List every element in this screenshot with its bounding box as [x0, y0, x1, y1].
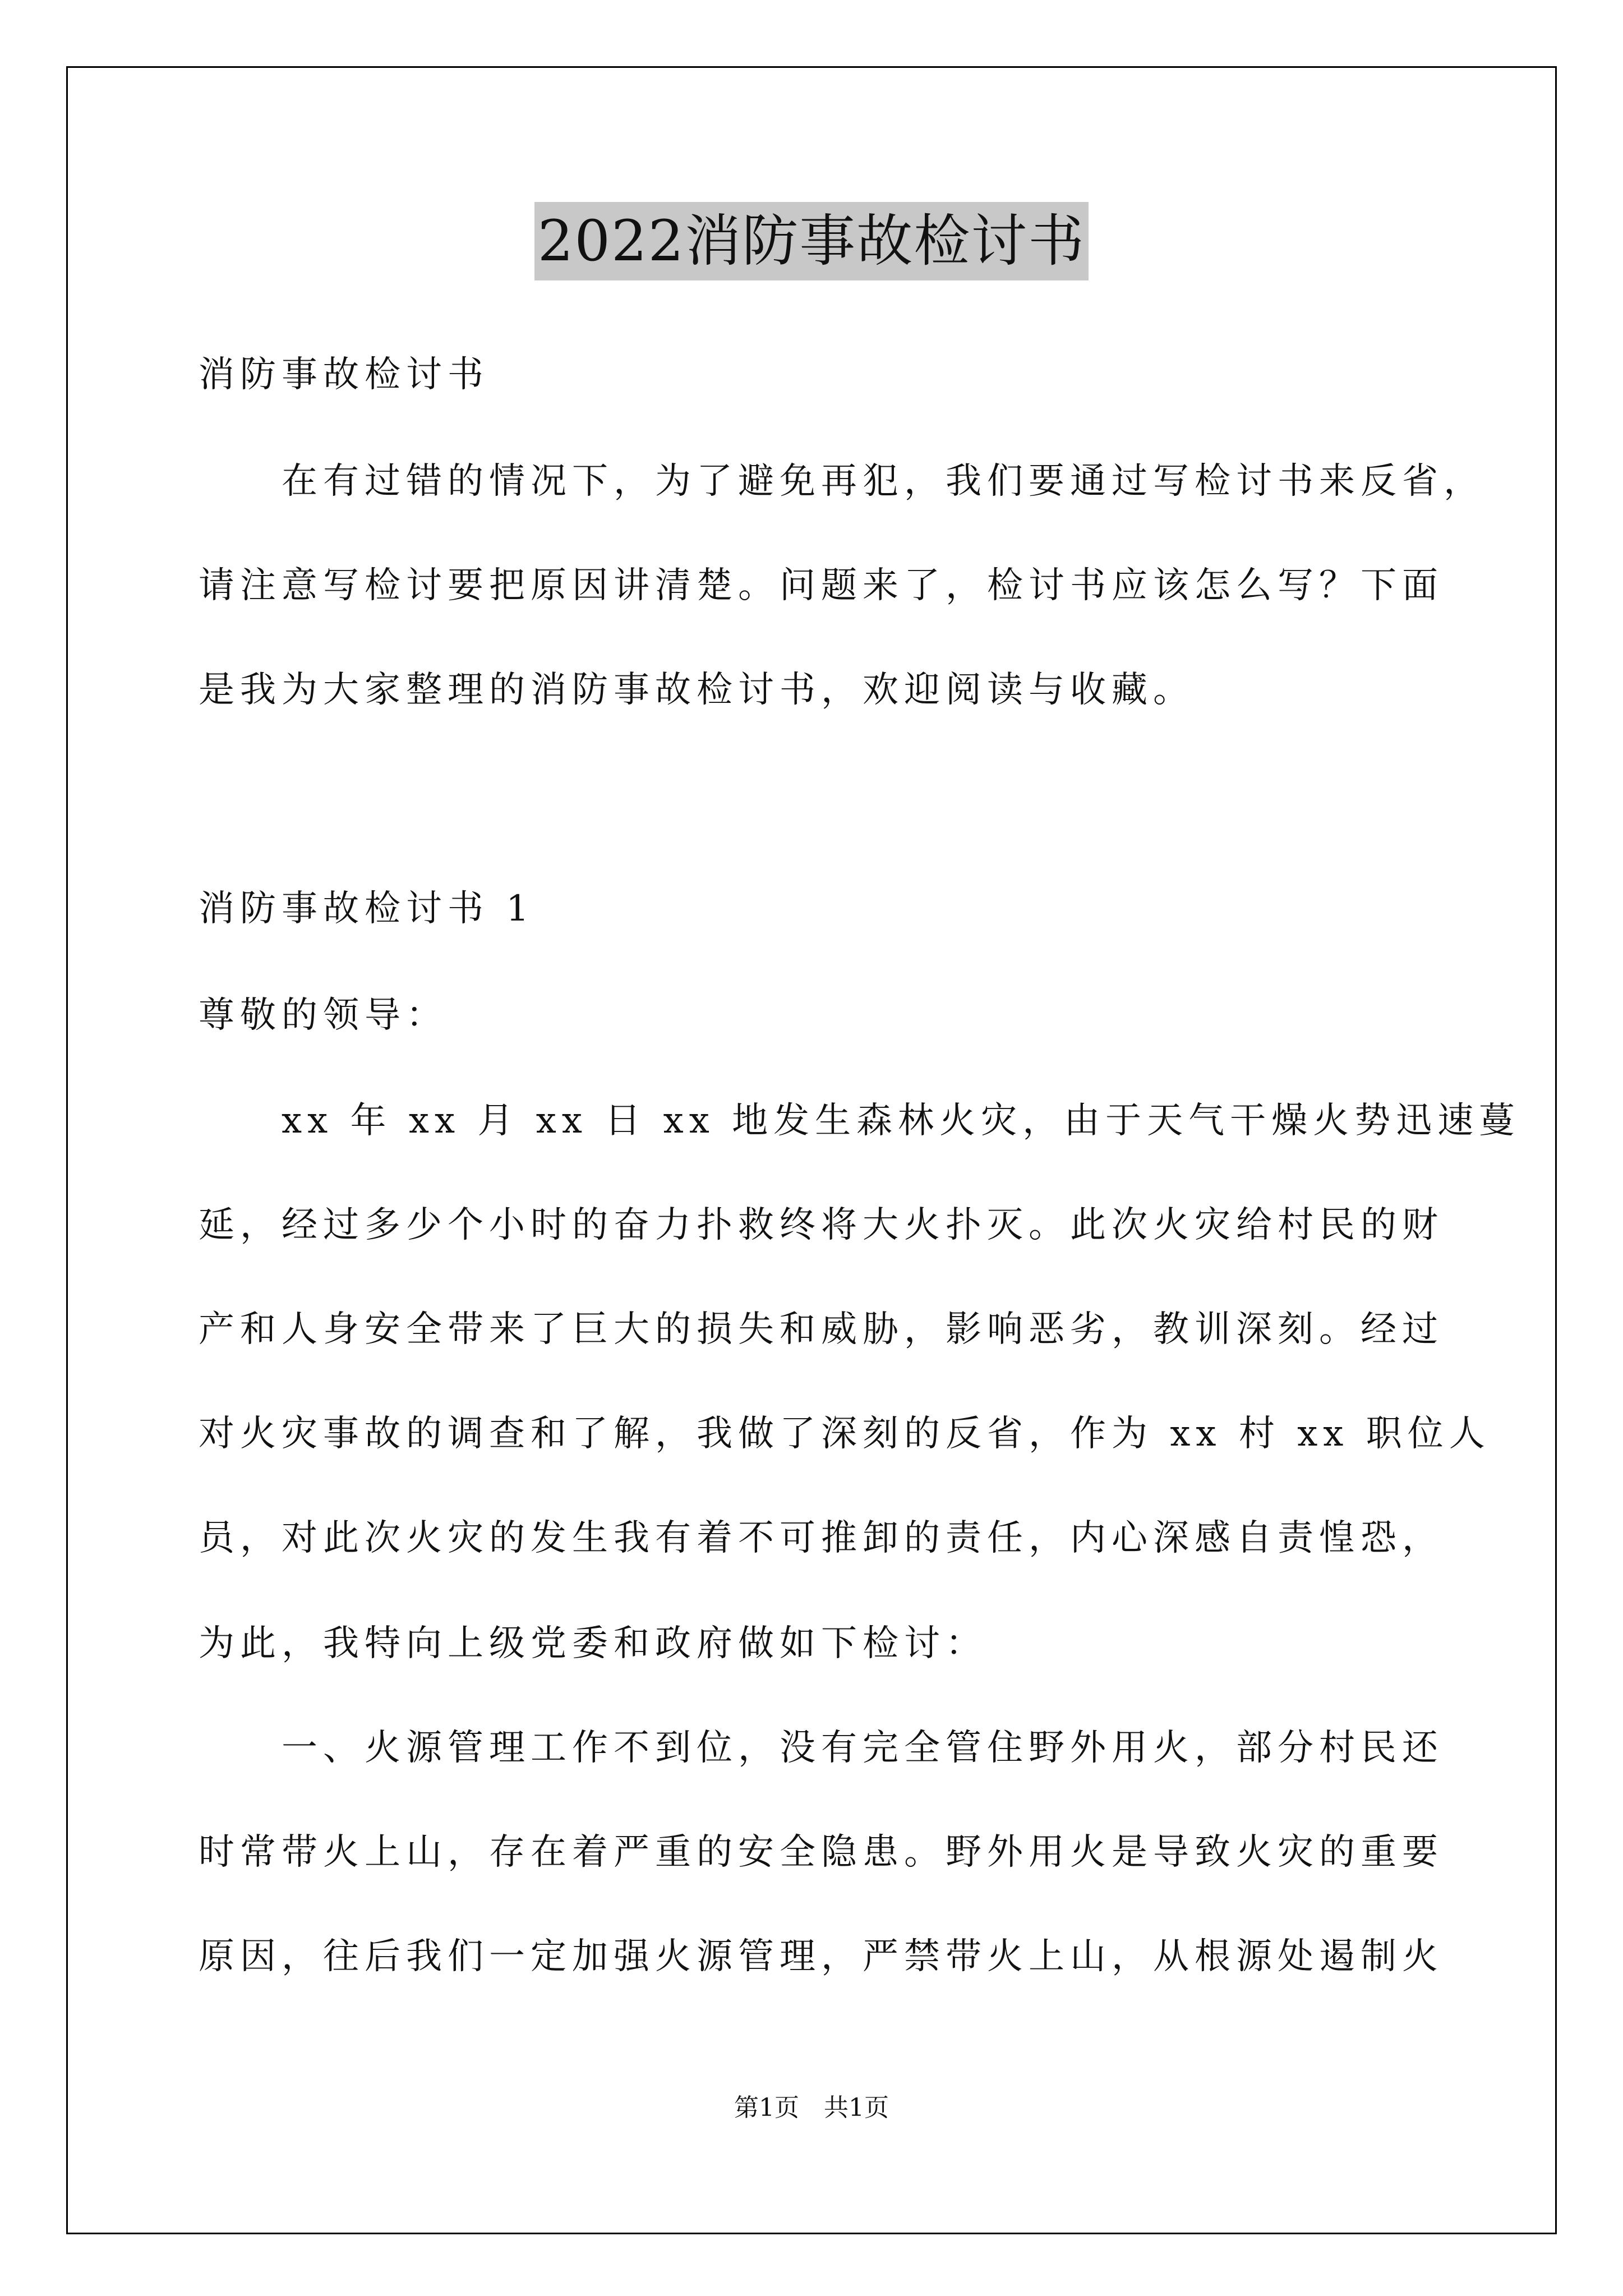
paragraph-line: 对火灾事故的调查和了解，我做了深刻的反省，作为 xx 村 xx 职位人 — [199, 1413, 1491, 1455]
paragraph-line: xx 年 xx 月 xx 日 xx 地发生森林火灾，由于天气干燥火势迅速蔓 — [199, 1100, 1521, 1142]
paragraph-line: 一、火源管理工作不到位，没有完全管住野外用火，部分村民还 — [199, 1727, 1444, 1769]
paragraph-line: 在有过错的情况下，为了避免再犯，我们要通过写检讨书来反省， — [199, 461, 1485, 502]
title-container — [0, 202, 1623, 280]
paragraph-line: 为此，我特向上级党委和政府做如下检讨： — [199, 1623, 987, 1664]
paragraph-line: 员，对此次火灾的发生我有着不可推卸的责任，内心深感自责惶恐， — [199, 1517, 1444, 1559]
paragraph-line: 产和人身安全带来了巨大的损失和威胁，影响恶劣，教训深刻。经过 — [199, 1309, 1444, 1350]
salutation: 尊敬的领导： — [199, 995, 448, 1036]
section-heading: 消防事故检讨书 1 — [199, 888, 535, 930]
page-footer — [0, 2091, 1623, 2125]
paragraph-line: 延，经过多少个小时的奋力扑救终将大火扑灭。此次火灾给村民的财 — [199, 1204, 1444, 1246]
paragraph-line: 请注意写检讨要把原因讲清楚。问题来了，检讨书应该怎么写？下面 — [199, 565, 1444, 606]
page-number: 第1页 共1页 — [734, 2093, 889, 2122]
subtitle: 消防事故检讨书 — [199, 354, 489, 395]
document-title: 2022消防事故检讨书 — [534, 202, 1089, 280]
paragraph-line: 原因，往后我们一定加强火源管理，严禁带火上山，从根源处遏制火 — [199, 1936, 1444, 1977]
paragraph-line: 是我为大家整理的消防事故检讨书，欢迎阅读与收藏。 — [199, 669, 1195, 711]
paragraph-line: 时常带火上山，存在着严重的安全隐患。野外用火是导致火灾的重要 — [199, 1832, 1444, 1873]
